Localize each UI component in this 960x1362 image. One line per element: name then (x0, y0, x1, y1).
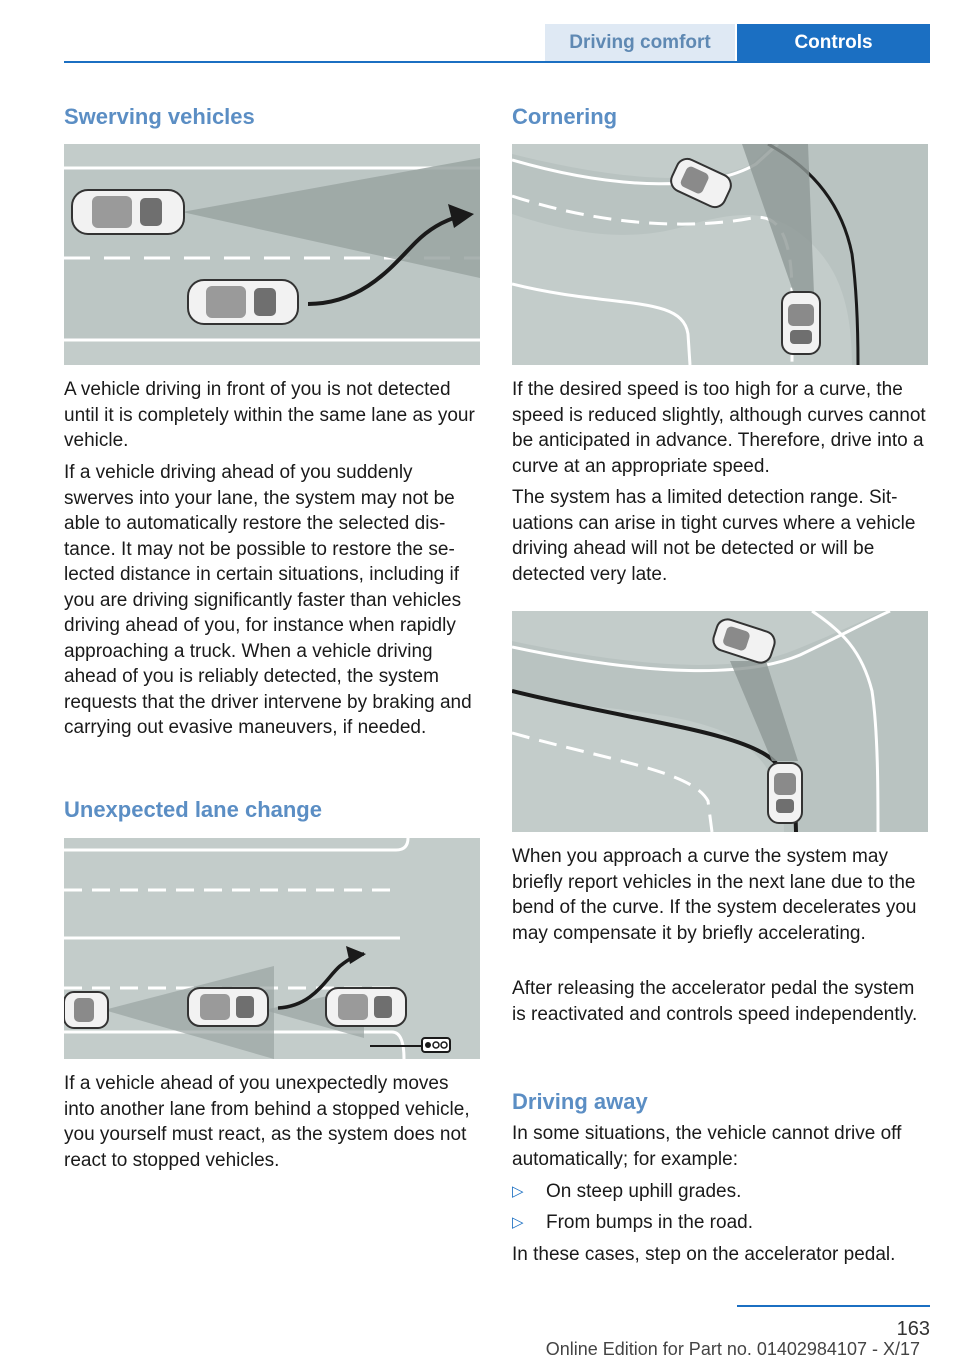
heading-unexpected-lane-change: Unexpected lane change (64, 797, 322, 822)
paragraph-cornering-3: When you approach a curve the system may briefly report vehicles in the next lane due to the bend of the curve. If the system decelerates you may compensate it by briefly accelerating. (512, 846, 917, 944)
own-car-icon (768, 763, 802, 823)
paragraph-driving-away-outro: In these cases, step on the accelerator pedal. (512, 1244, 896, 1265)
page-number: 163 (896, 1318, 930, 1340)
triangle-bullet-icon: ▷ (512, 1183, 524, 1200)
car-ahead-icon (72, 190, 184, 234)
heading-driving-away: Driving away (512, 1089, 648, 1114)
paragraph-lane-change: If a vehicle ahead of you unexpectedly moves into another lane from behind a stopped vehicle, you yourself must react, as the system does not react to stopped vehicles. (64, 1073, 470, 1171)
own-car-icon (188, 280, 298, 324)
figure-cornering-2 (512, 611, 928, 832)
header-chapter-tab: Controls (737, 24, 930, 61)
heading-swerving-vehicles: Swerving vehicles (64, 104, 255, 129)
paragraph-cornering-2: The system has a limited detection range. Situations can arise in tight curves where a vehicle driving ahead will not be detected or will be detected very late. (512, 487, 916, 585)
footer-rule (737, 1305, 930, 1307)
figure-cornering-1 (512, 144, 928, 365)
heading-cornering: Cornering (512, 104, 618, 129)
triangle-bullet-icon: ▷ (512, 1214, 524, 1231)
paragraph-driving-away-intro: In some situations, the vehicle cannot drive off automatically; for example: (512, 1123, 902, 1170)
paragraph-cornering-4: After releasing the accelerator pedal the system is reactivated and controls speed independently. (512, 978, 918, 1025)
figure-unexpected-lane-change (64, 838, 480, 1059)
paragraph-cornering-1: If the desired speed is too high for a curve, the speed is reduced slightly, although curves cannot be anticipated in advance. Therefore, drive into a curve at an appropriate speed. (512, 379, 926, 477)
figure-swerving-vehicles (64, 144, 480, 365)
paragraph-swerving-1: A vehicle driving in front of you is not detected until it is completely within the same lane as your vehicle. (64, 379, 475, 451)
car-ahead-icon (326, 988, 406, 1026)
edition-note: Online Edition for Part no. 01402984107 - X/17 (545, 1339, 920, 1359)
stopped-car-icon (64, 992, 108, 1028)
own-car-icon (782, 292, 820, 354)
paragraph-swerving-2: If a vehicle driving ahead of you suddenly swerves into your lane, the system may not be able to automatically restore the selected distance. It may not be possible to restore the selected distance in certain situations, including if you are driving significantly faster than vehicles driving ahead of you, for instance when rapidly approaching a truck. When a vehicle driving ahead of you is reliably detected, the system requests that the driver intervene by braking and carrying out evasive maneuvers, if needed. (64, 462, 472, 738)
header-section-tab: Driving comfort (545, 24, 735, 61)
own-car-icon (188, 988, 268, 1026)
header-rule (64, 61, 930, 63)
